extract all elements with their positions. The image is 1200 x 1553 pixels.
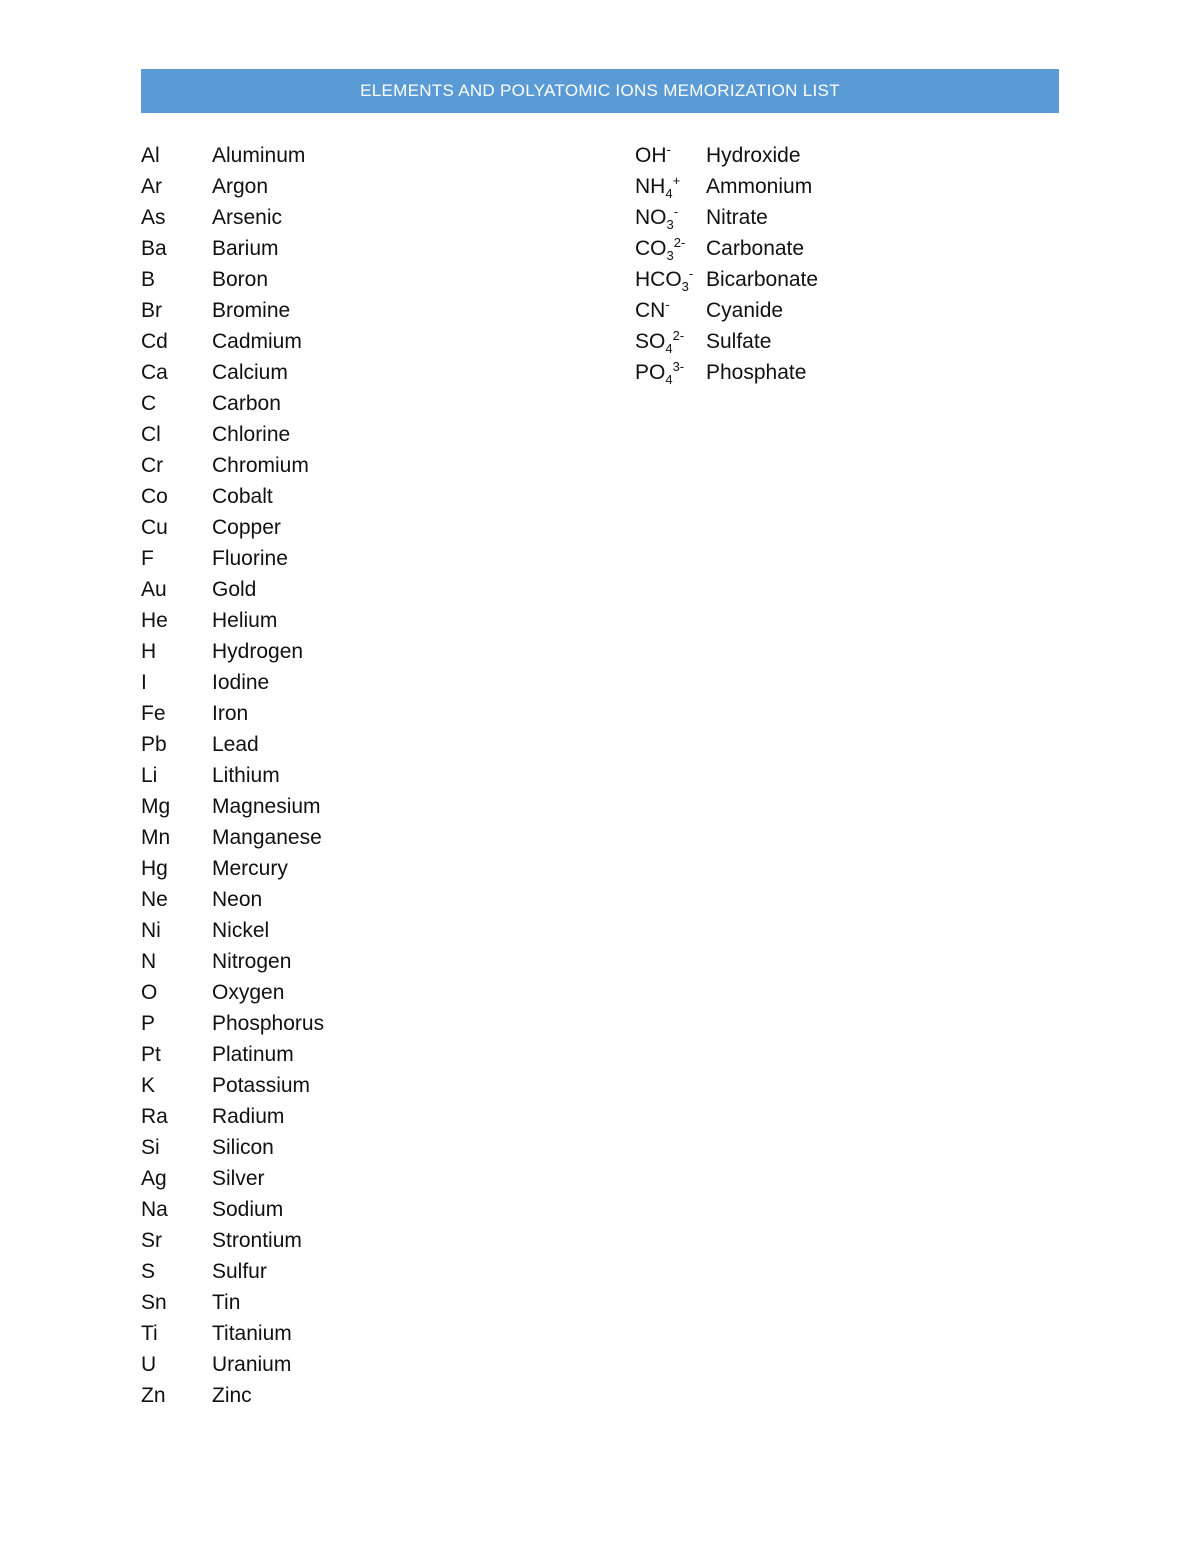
element-symbol: Sr (141, 1229, 162, 1252)
element-row (141, 171, 324, 202)
element-symbol: H (141, 640, 157, 663)
element-symbol: F (141, 547, 154, 570)
element-symbol: Ra (141, 1105, 168, 1128)
element-row (141, 1101, 324, 1132)
ion-charge: - (666, 142, 671, 157)
ion-row (635, 171, 818, 202)
ion-formula-subscript: 4 (665, 341, 673, 357)
ion-row (635, 357, 818, 388)
element-row (141, 1132, 324, 1163)
element-row (141, 1194, 324, 1225)
element-symbol: Cd (141, 330, 168, 353)
element-row (141, 822, 324, 853)
element-symbol: Cu (141, 516, 168, 539)
element-name: Manganese (212, 826, 322, 849)
ion-formula (635, 326, 706, 357)
ion-row (635, 295, 818, 326)
element-row (141, 915, 324, 946)
element-name: Lead (212, 733, 259, 756)
element-name: Cadmium (212, 330, 302, 353)
element-name: Hydrogen (212, 640, 304, 663)
ion-charge: 2- (673, 235, 686, 250)
element-symbol: Ni (141, 919, 161, 942)
element-name: Carbon (212, 392, 281, 415)
element-row (141, 853, 324, 884)
element-row (141, 419, 324, 450)
element-symbol: Au (141, 578, 167, 601)
element-row (141, 233, 324, 264)
element-symbol: Hg (141, 857, 168, 880)
polyatomic-ions-list (635, 140, 818, 388)
element-row (141, 326, 324, 357)
ion-formula-base: CO (635, 237, 667, 260)
element-symbol: Cl (141, 423, 161, 446)
ion-formula (635, 357, 706, 388)
element-name: Magnesium (212, 795, 321, 818)
element-row (141, 357, 324, 388)
element-name: Nitrogen (212, 950, 292, 973)
element-symbol: Li (141, 764, 158, 787)
ion-formula (635, 171, 706, 202)
element-name: Boron (212, 268, 269, 291)
ion-formula-subscript: 3 (666, 248, 674, 264)
element-name: Sodium (212, 1198, 284, 1221)
element-row (141, 1349, 324, 1380)
element-row (141, 884, 324, 915)
element-name: Chlorine (212, 423, 291, 446)
element-row (141, 1008, 324, 1039)
element-symbol: S (141, 1260, 156, 1283)
element-name: Silver (212, 1167, 265, 1190)
element-row (141, 977, 324, 1008)
element-name: Platinum (212, 1043, 294, 1066)
element-name: Radium (212, 1105, 285, 1128)
ion-row (635, 140, 818, 171)
ion-formula-base: SO (635, 330, 666, 353)
ion-formula-base: PO (635, 361, 666, 384)
element-name: Barium (212, 237, 279, 260)
ion-charge: 2- (672, 328, 685, 343)
ion-formula-subscript: 4 (665, 372, 673, 388)
element-name: Arsenic (212, 206, 283, 229)
element-symbol: Sn (141, 1291, 167, 1314)
element-symbol: Ca (141, 361, 168, 384)
element-symbol: Al (141, 144, 160, 167)
element-symbol: U (141, 1353, 157, 1376)
element-symbol: B (141, 268, 156, 291)
ion-row (635, 233, 818, 264)
element-symbol: Ba (141, 237, 167, 260)
element-symbol: Cr (141, 454, 164, 477)
element-name: Iron (212, 702, 249, 725)
element-name: Aluminum (212, 144, 306, 167)
element-row (141, 295, 324, 326)
element-symbol: Pb (141, 733, 167, 756)
element-symbol: Br (141, 299, 162, 322)
ion-formula-subscript: 4 (665, 186, 673, 202)
element-symbol: Ne (141, 888, 168, 911)
ion-name: Carbonate (706, 237, 805, 260)
element-symbol: Pt (141, 1043, 161, 1066)
element-row (141, 1163, 324, 1194)
ion-formula-base: NH (635, 175, 666, 198)
header-bar (141, 69, 1059, 113)
element-symbol: He (141, 609, 168, 632)
elements-list (141, 140, 324, 1411)
element-name: Bromine (212, 299, 291, 322)
ion-name: Cyanide (706, 299, 784, 322)
element-symbol: Ar (141, 175, 162, 198)
element-name: Tin (212, 1291, 241, 1314)
ion-formula-base: CN (635, 299, 666, 322)
ion-formula (635, 140, 706, 171)
element-name: Calcium (212, 361, 288, 384)
ion-formula-base: HCO (635, 268, 682, 291)
element-symbol: Fe (141, 702, 166, 725)
element-symbol: As (141, 206, 166, 229)
element-symbol: Zn (141, 1384, 166, 1407)
element-name: Phosphorus (212, 1012, 325, 1035)
ion-name: Hydroxide (706, 144, 801, 167)
ion-formula (635, 202, 706, 233)
element-name: Sulfur (212, 1260, 267, 1283)
element-row (141, 1070, 324, 1101)
element-symbol: I (141, 671, 147, 694)
ion-row (635, 202, 818, 233)
ion-name: Sulfate (706, 330, 772, 353)
element-row (141, 605, 324, 636)
element-symbol: Mn (141, 826, 171, 849)
element-row (141, 698, 324, 729)
ion-name: Phosphate (706, 361, 807, 384)
element-row (141, 1225, 324, 1256)
ion-formula (635, 264, 706, 295)
element-symbol: P (141, 1012, 156, 1035)
element-name: Oxygen (212, 981, 285, 1004)
element-row (141, 543, 324, 574)
element-row (141, 946, 324, 977)
element-name: Gold (212, 578, 257, 601)
element-name: Zinc (212, 1384, 252, 1407)
element-symbol: C (141, 392, 157, 415)
element-row (141, 1318, 324, 1349)
element-row (141, 264, 324, 295)
ion-name: Nitrate (706, 206, 768, 229)
element-symbol: O (141, 981, 158, 1004)
element-row (141, 450, 324, 481)
element-name: Cobalt (212, 485, 273, 508)
element-name: Argon (212, 175, 269, 198)
ion-formula (635, 233, 706, 264)
element-row (141, 1256, 324, 1287)
ion-charge: - (665, 297, 670, 312)
element-row (141, 760, 324, 791)
element-row (141, 512, 324, 543)
element-row (141, 636, 324, 667)
element-name: Lithium (212, 764, 280, 787)
ion-name: Bicarbonate (706, 268, 819, 291)
element-row (141, 1039, 324, 1070)
element-name: Chromium (212, 454, 309, 477)
ion-charge: - (673, 204, 679, 219)
ion-formula-base: NO (635, 206, 667, 229)
element-name: Silicon (212, 1136, 274, 1159)
ion-charge: + (672, 173, 681, 188)
element-row (141, 1287, 324, 1318)
ion-charge: 3- (672, 359, 685, 374)
element-name: Uranium (212, 1353, 292, 1376)
element-row (141, 140, 324, 171)
element-row (141, 1380, 324, 1411)
element-symbol: Ti (141, 1322, 158, 1345)
element-name: Copper (212, 516, 281, 539)
ion-formula-subscript: 3 (681, 279, 689, 295)
element-symbol: Si (141, 1136, 160, 1159)
element-row (141, 574, 324, 605)
element-name: Potassium (212, 1074, 311, 1097)
element-symbol: Ag (141, 1167, 167, 1190)
ion-row (635, 326, 818, 357)
element-row (141, 791, 324, 822)
element-row (141, 481, 324, 512)
page-title: ELEMENTS AND POLYATOMIC IONS MEMORIZATION LIST (360, 81, 840, 100)
element-symbol: N (141, 950, 157, 973)
element-row (141, 388, 324, 419)
element-symbol: K (141, 1074, 156, 1097)
element-symbol: Co (141, 485, 168, 508)
element-name: Iodine (212, 671, 270, 694)
element-name: Nickel (212, 919, 270, 942)
element-name: Neon (212, 888, 263, 911)
ion-formula-base: OH (635, 144, 667, 167)
element-name: Fluorine (212, 547, 288, 570)
element-row (141, 667, 324, 698)
ion-formula-subscript: 3 (666, 217, 674, 233)
ion-formula (635, 295, 706, 326)
ion-row (635, 264, 818, 295)
element-name: Strontium (212, 1229, 302, 1252)
ion-charge: - (688, 266, 694, 281)
element-name: Mercury (212, 857, 288, 880)
element-name: Helium (212, 609, 278, 632)
element-symbol: Na (141, 1198, 168, 1221)
ion-name: Ammonium (706, 175, 813, 198)
element-row (141, 202, 324, 233)
element-symbol: Mg (141, 795, 171, 818)
element-name: Titanium (212, 1322, 292, 1345)
element-row (141, 729, 324, 760)
